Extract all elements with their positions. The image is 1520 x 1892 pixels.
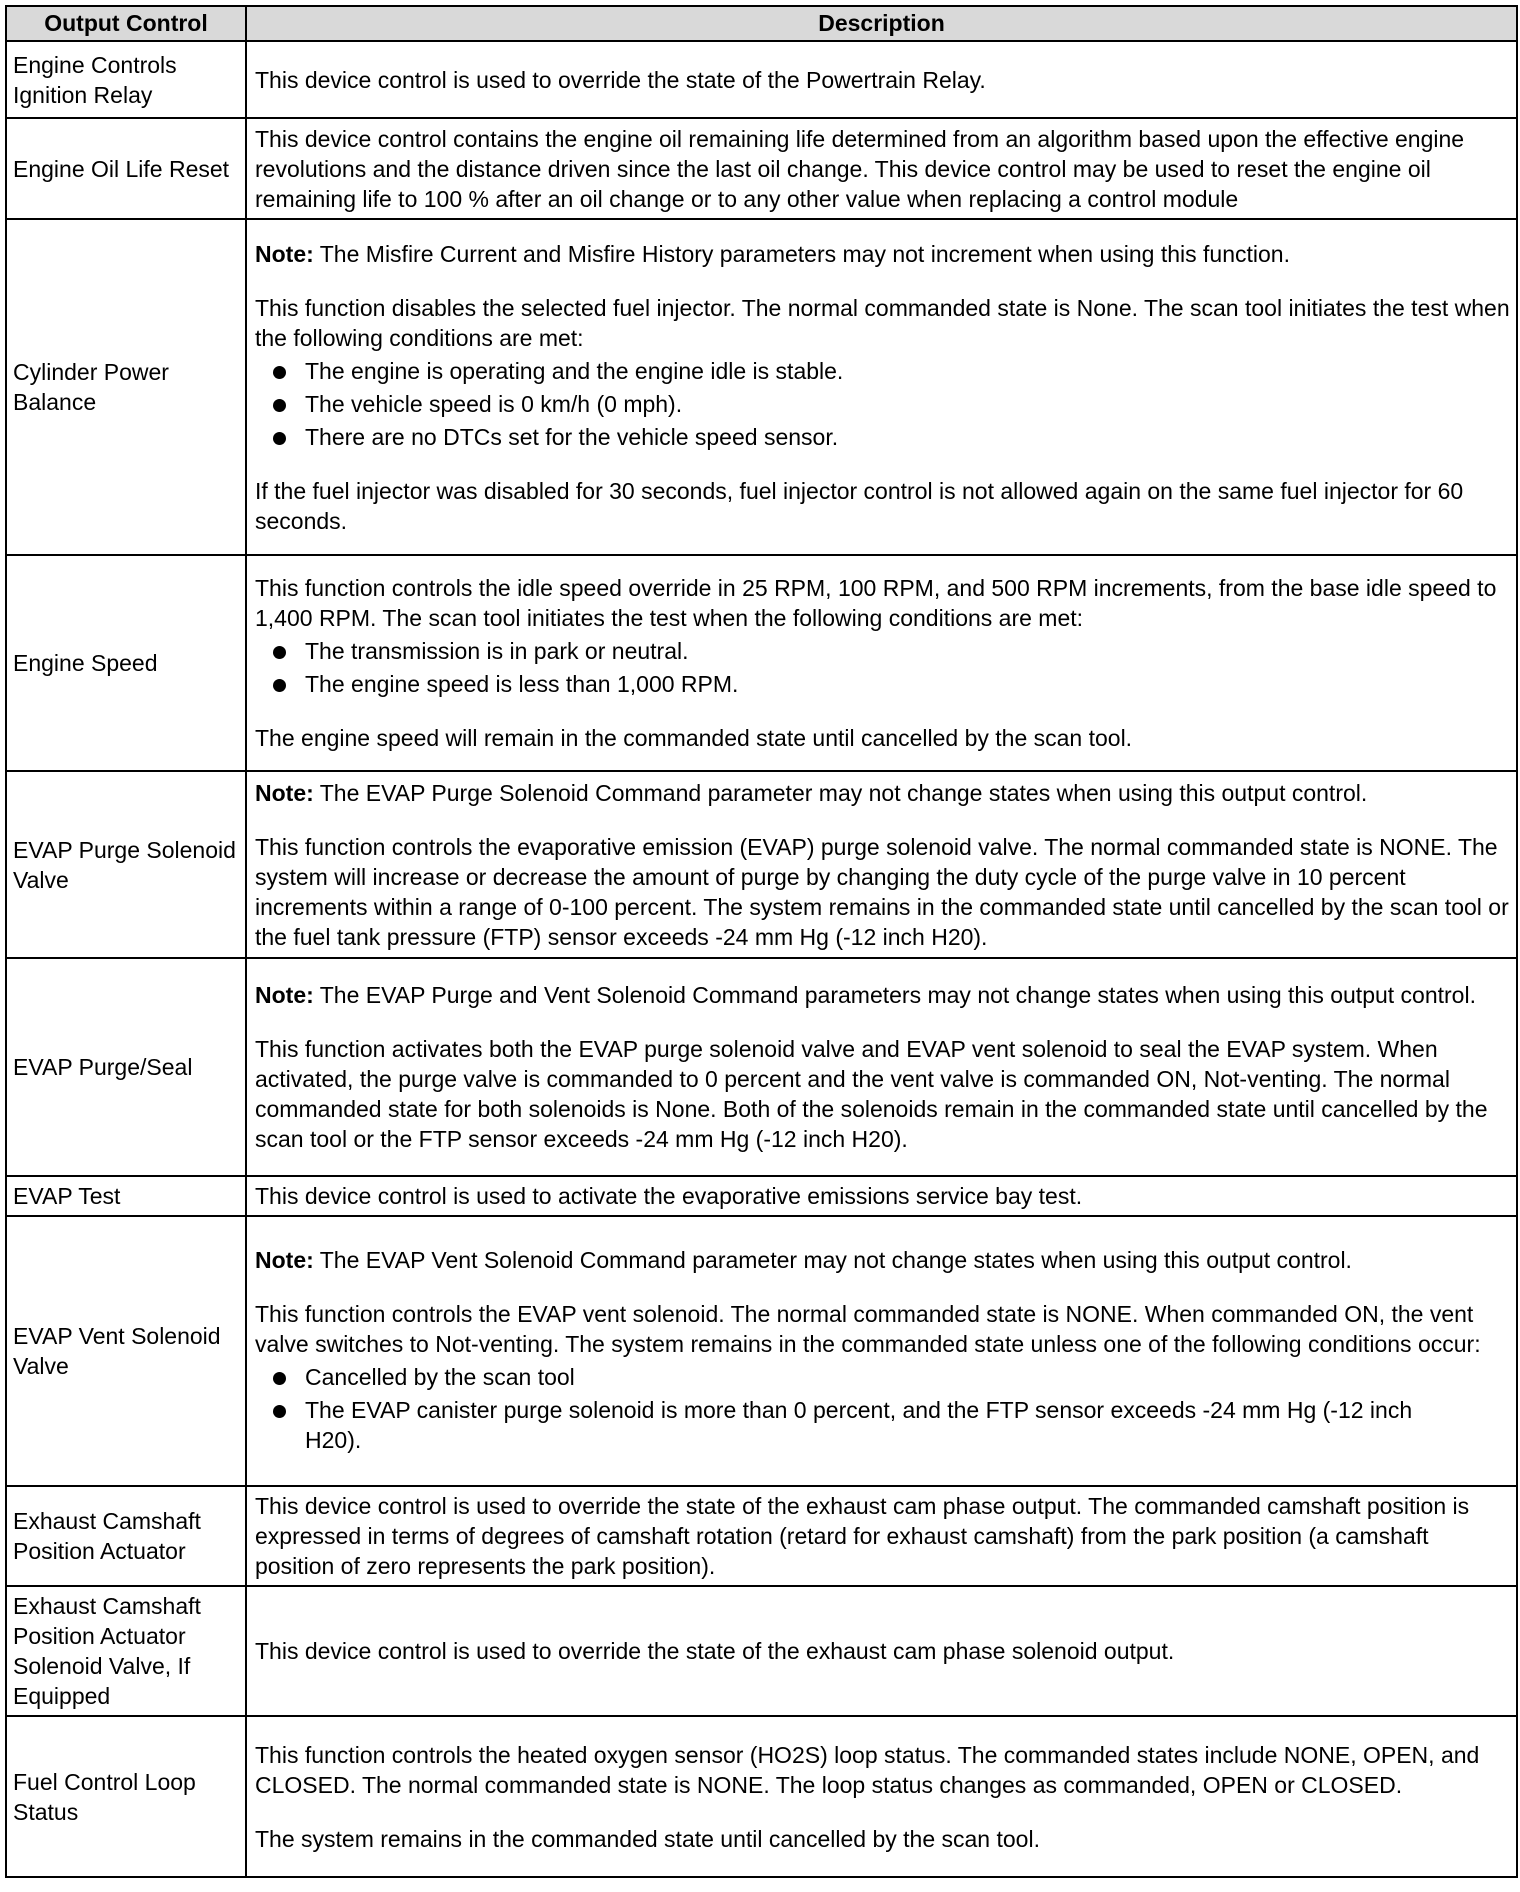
- table-row: [6, 1176, 1517, 1216]
- note-body: The EVAP Purge and Vent Solenoid Command parameters may not change states when using this output control.: [313, 982, 1476, 1008]
- list-item-text: The engine speed is less than 1,000 RPM.: [305, 671, 739, 697]
- condition-list: [255, 356, 1510, 452]
- table-row: [6, 771, 1517, 958]
- output-control-table: [5, 5, 1518, 1878]
- header-output-control: Output Control: [6, 6, 246, 41]
- bullet-icon: [273, 399, 286, 412]
- header-description: Description: [246, 6, 1517, 41]
- list-item: [255, 389, 1510, 419]
- note-label: Note:: [255, 1246, 314, 1273]
- table-row: [6, 958, 1517, 1176]
- note-text: [255, 239, 1510, 269]
- description-text: This device control is used to activate the evaporative emissions service bay test.: [255, 1183, 1083, 1209]
- description-cell: [246, 1586, 1517, 1716]
- table-row: [6, 1586, 1517, 1716]
- bullet-icon: [273, 366, 286, 379]
- list-item-text: The vehicle speed is 0 km/h (0 mph).: [305, 390, 683, 417]
- description-text: This function disables the selected fuel injector. The normal commanded state is None. The scan tool initiates the test when the following conditions are met:: [255, 294, 1510, 351]
- description-cell: [246, 1486, 1517, 1586]
- description-text: If the fuel injector was disabled for 30 seconds, fuel injector control is not allowed again on the same fuel injector for 60 seconds.: [255, 477, 1464, 534]
- header-row: [6, 6, 1517, 41]
- list-item-text: There are no DTCs set for the vehicle speed sensor.: [305, 423, 839, 450]
- table-row: [6, 1716, 1517, 1877]
- condition-list: [255, 1362, 1510, 1455]
- output-control-name: Cylinder Power Balance: [6, 219, 246, 555]
- output-control-name: EVAP Test: [6, 1176, 246, 1216]
- note-text: [255, 778, 1510, 808]
- description-cell: [246, 555, 1517, 771]
- table-row: [6, 555, 1517, 771]
- bullet-icon: [273, 679, 286, 692]
- list-item: [255, 1362, 1510, 1392]
- note-body: The EVAP Vent Solenoid Command parameter may not change states when using this output control.: [313, 1246, 1352, 1273]
- description-text: This function controls the EVAP vent solenoid. The normal commanded state is NONE. When commanded ON, the vent valve switches to Not-venting. The system remains in the commanded state unless one of the following conditions occur:: [255, 1300, 1481, 1357]
- description-text: This device control is used to override the state of the exhaust cam phase output. The commanded camshaft position is expressed in terms of degrees of camshaft rotation (retard for exhaust camshaft) from the park position (a camshaft position of zero represents the park position).: [255, 1493, 1470, 1579]
- list-item-text: The EVAP canister purge solenoid is more than 0 percent, and the FTP sensor exceeds -24 mm Hg (-12 inch H20).: [305, 1396, 1413, 1453]
- description-text: This function controls the idle speed override in 25 RPM, 100 RPM, and 500 RPM increments, from the base idle speed to 1,400 RPM. The scan tool initiates the test when the following conditions are met:: [255, 575, 1497, 631]
- description-text: The engine speed will remain in the commanded state until cancelled by the scan tool.: [255, 725, 1133, 751]
- table-body: [6, 41, 1517, 1877]
- description-text: The system remains in the commanded state until cancelled by the scan tool.: [255, 1825, 1040, 1852]
- output-control-name: EVAP Vent Solenoid Valve: [6, 1216, 246, 1486]
- table-row: [6, 1216, 1517, 1486]
- output-control-name: Engine Speed: [6, 555, 246, 771]
- description-cell: [246, 771, 1517, 958]
- list-item-text: The engine is operating and the engine idle is stable.: [305, 357, 844, 384]
- description-cell: [246, 1176, 1517, 1216]
- description-cell: [246, 41, 1517, 118]
- note-text: [255, 980, 1510, 1010]
- description-cell: [246, 1716, 1517, 1877]
- output-control-name: Fuel Control Loop Status: [6, 1716, 246, 1877]
- list-item-text: Cancelled by the scan tool: [305, 1363, 575, 1390]
- bullet-icon: [273, 646, 286, 659]
- note-label: Note:: [255, 982, 314, 1008]
- description-text: This device control contains the engine oil remaining life determined from an algorithm based upon the effective engine revolutions and the distance driven since the last oil change. This device control may be used to reset the engine oil remaining life to 100 % after an oil change or to any other value when replacing a control module: [255, 125, 1465, 212]
- list-item: [255, 636, 1510, 666]
- list-item-text: The transmission is in park or neutral.: [305, 638, 689, 664]
- output-control-name: EVAP Purge Solenoid Valve: [6, 771, 246, 958]
- output-control-name: EVAP Purge/Seal: [6, 958, 246, 1176]
- list-item: [255, 422, 1510, 452]
- description-cell: [246, 958, 1517, 1176]
- description-cell: [246, 219, 1517, 555]
- note-text: [255, 1245, 1510, 1275]
- description-text: This function activates both the EVAP purge solenoid valve and EVAP vent solenoid to seal the EVAP system. When activated, the purge valve is commanded to 0 percent and the vent valve is commanded ON, Not-venting. The normal commanded state for both solenoids is None. Both of the solenoids remain in the commanded state until cancelled by the scan tool or the FTP sensor exceeds -24 mm Hg (-12 inch H20).: [255, 1036, 1488, 1152]
- description-text: This function controls the heated oxygen sensor (HO2S) loop status. The commanded states include NONE, OPEN, and CLOSED. The normal commanded state is NONE. The loop status changes as commanded, OPEN or CLOSED.: [255, 1741, 1480, 1798]
- description-cell: [246, 118, 1517, 219]
- output-control-name: Exhaust Camshaft Position Actuator Solenoid Valve, If Equipped: [6, 1586, 246, 1716]
- description-cell: [246, 1216, 1517, 1486]
- note-body: The Misfire Current and Misfire History parameters may not increment when using this function.: [313, 240, 1290, 267]
- list-item: [255, 1395, 1510, 1455]
- table-row: [6, 118, 1517, 219]
- description-text: This device control is used to override the state of the Powertrain Relay.: [255, 66, 986, 93]
- bullet-icon: [273, 1372, 286, 1385]
- note-label: Note:: [255, 779, 314, 806]
- description-text: This device control is used to override the state of the exhaust cam phase solenoid output.: [255, 1638, 1175, 1664]
- note-label: Note:: [255, 240, 314, 267]
- list-item: [255, 669, 1510, 699]
- bullet-icon: [273, 432, 286, 445]
- condition-list: [255, 636, 1510, 699]
- output-control-name: Engine Oil Life Reset: [6, 118, 246, 219]
- table-row: [6, 219, 1517, 555]
- output-control-name: Exhaust Camshaft Position Actuator: [6, 1486, 246, 1586]
- list-item: [255, 356, 1510, 386]
- note-body: The EVAP Purge Solenoid Command parameter may not change states when using this output control.: [313, 779, 1368, 806]
- bullet-icon: [273, 1405, 286, 1418]
- output-control-name: Engine Controls Ignition Relay: [6, 41, 246, 118]
- table-row: [6, 41, 1517, 118]
- table-row: [6, 1486, 1517, 1586]
- description-text: This function controls the evaporative emission (EVAP) purge solenoid valve. The normal commanded state is NONE. The system will increase or decrease the amount of purge by changing the duty cycle of the purge valve in 10 percent increments within a range of 0-100 percent. The system remains in the commanded state until cancelled by the scan tool or the fuel tank pressure (FTP) sensor exceeds -24 mm Hg (-12 inch H20).: [255, 833, 1509, 950]
